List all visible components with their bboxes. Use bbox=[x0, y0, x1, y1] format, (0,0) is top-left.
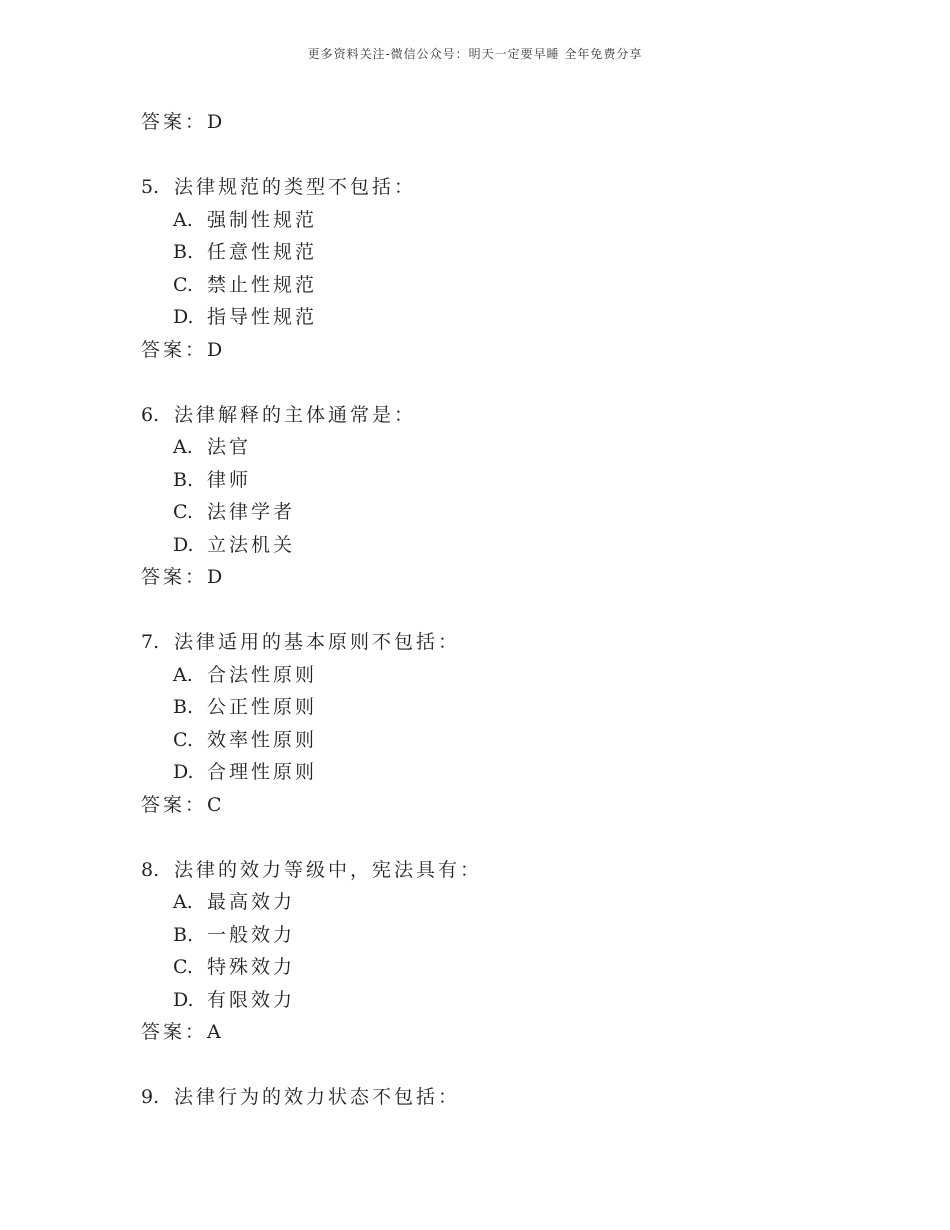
option-c bbox=[141, 724, 841, 757]
option-text: 特殊效力 bbox=[207, 956, 296, 978]
question-9 bbox=[141, 1081, 841, 1114]
question-text: 法律规范的类型不包括： bbox=[174, 176, 417, 198]
option-text: 最高效力 bbox=[207, 891, 296, 913]
answer-value: A bbox=[207, 1021, 224, 1043]
option-text: 公正性原则 bbox=[207, 696, 318, 718]
answer-value: D bbox=[207, 111, 226, 133]
option-key: C. bbox=[173, 501, 193, 523]
option-a bbox=[141, 204, 841, 237]
option-text: 一般效力 bbox=[207, 923, 296, 946]
spacer bbox=[141, 366, 841, 399]
question-8 bbox=[141, 854, 841, 887]
question-7 bbox=[141, 626, 841, 659]
option-text: 律师 bbox=[207, 468, 252, 491]
option-d bbox=[141, 756, 841, 789]
spacer bbox=[141, 821, 841, 854]
option-key: D. bbox=[173, 988, 194, 1011]
option-c bbox=[141, 951, 841, 984]
option-a bbox=[141, 431, 841, 464]
option-key: C. bbox=[173, 273, 193, 296]
answer-line bbox=[141, 789, 841, 822]
option-text: 强制性规范 bbox=[207, 208, 318, 231]
option-key: B. bbox=[173, 241, 194, 263]
spacer bbox=[141, 139, 841, 172]
option-key: B. bbox=[173, 923, 194, 946]
option-text: 合法性原则 bbox=[207, 663, 318, 686]
option-key: A. bbox=[173, 891, 193, 913]
question-number: 5. bbox=[141, 176, 160, 198]
question-5 bbox=[141, 171, 841, 204]
option-b bbox=[141, 919, 841, 952]
option-b bbox=[141, 236, 841, 269]
option-b bbox=[141, 464, 841, 497]
option-key: B. bbox=[173, 468, 194, 491]
option-key: D. bbox=[173, 306, 194, 328]
question-text: 法律适用的基本原则不包括： bbox=[174, 631, 461, 653]
option-key: D. bbox=[173, 533, 194, 556]
answer-label: 答案： bbox=[141, 566, 208, 588]
question-number: 7. bbox=[141, 631, 160, 653]
question-text: 法律的效力等级中，宪法具有： bbox=[174, 858, 483, 881]
answer-label: 答案： bbox=[141, 338, 208, 361]
question-number: 6. bbox=[141, 403, 160, 426]
option-text: 禁止性规范 bbox=[207, 273, 318, 296]
option-b bbox=[141, 691, 841, 724]
option-key: A. bbox=[173, 663, 193, 686]
answer-line bbox=[141, 1016, 841, 1049]
option-a bbox=[141, 886, 841, 919]
option-key: B. bbox=[173, 696, 194, 718]
option-text: 法律学者 bbox=[207, 501, 296, 523]
option-text: 法官 bbox=[207, 436, 252, 458]
question-text: 法律解释的主体通常是： bbox=[174, 403, 417, 426]
option-text: 合理性原则 bbox=[207, 761, 318, 783]
option-a bbox=[141, 659, 841, 692]
option-key: A. bbox=[173, 208, 193, 231]
answer-label: 答案： bbox=[141, 1021, 208, 1043]
spacer bbox=[141, 594, 841, 627]
option-key: C. bbox=[173, 728, 193, 751]
option-text: 效率性原则 bbox=[207, 728, 318, 751]
answer-value: D bbox=[207, 338, 226, 361]
option-d bbox=[141, 301, 841, 334]
option-text: 立法机关 bbox=[207, 533, 296, 556]
option-d bbox=[141, 529, 841, 562]
page-header: 更多资料关注-微信公众号：明天一定要早睡 全年免费分享 bbox=[307, 47, 643, 61]
answer-label: 答案： bbox=[141, 111, 208, 133]
question-6 bbox=[141, 399, 841, 432]
option-key: A. bbox=[173, 436, 193, 458]
document-body bbox=[141, 106, 841, 1114]
answer-line bbox=[141, 334, 841, 367]
spacer bbox=[141, 1049, 841, 1082]
question-text: 法律行为的效力状态不包括： bbox=[174, 1086, 461, 1108]
question-number: 8. bbox=[141, 858, 160, 881]
option-d bbox=[141, 984, 841, 1017]
option-text: 指导性规范 bbox=[207, 306, 318, 328]
option-text: 有限效力 bbox=[207, 988, 296, 1011]
answer-line bbox=[141, 561, 841, 594]
answer-label: 答案： bbox=[141, 793, 208, 816]
option-c bbox=[141, 496, 841, 529]
option-c bbox=[141, 269, 841, 302]
option-text: 任意性规范 bbox=[207, 241, 318, 263]
option-key: C. bbox=[173, 956, 193, 978]
question-number: 9. bbox=[141, 1086, 160, 1108]
answer-value: D bbox=[207, 566, 226, 588]
answer-line bbox=[141, 106, 841, 139]
option-key: D. bbox=[173, 761, 194, 783]
answer-value: C bbox=[207, 793, 225, 816]
